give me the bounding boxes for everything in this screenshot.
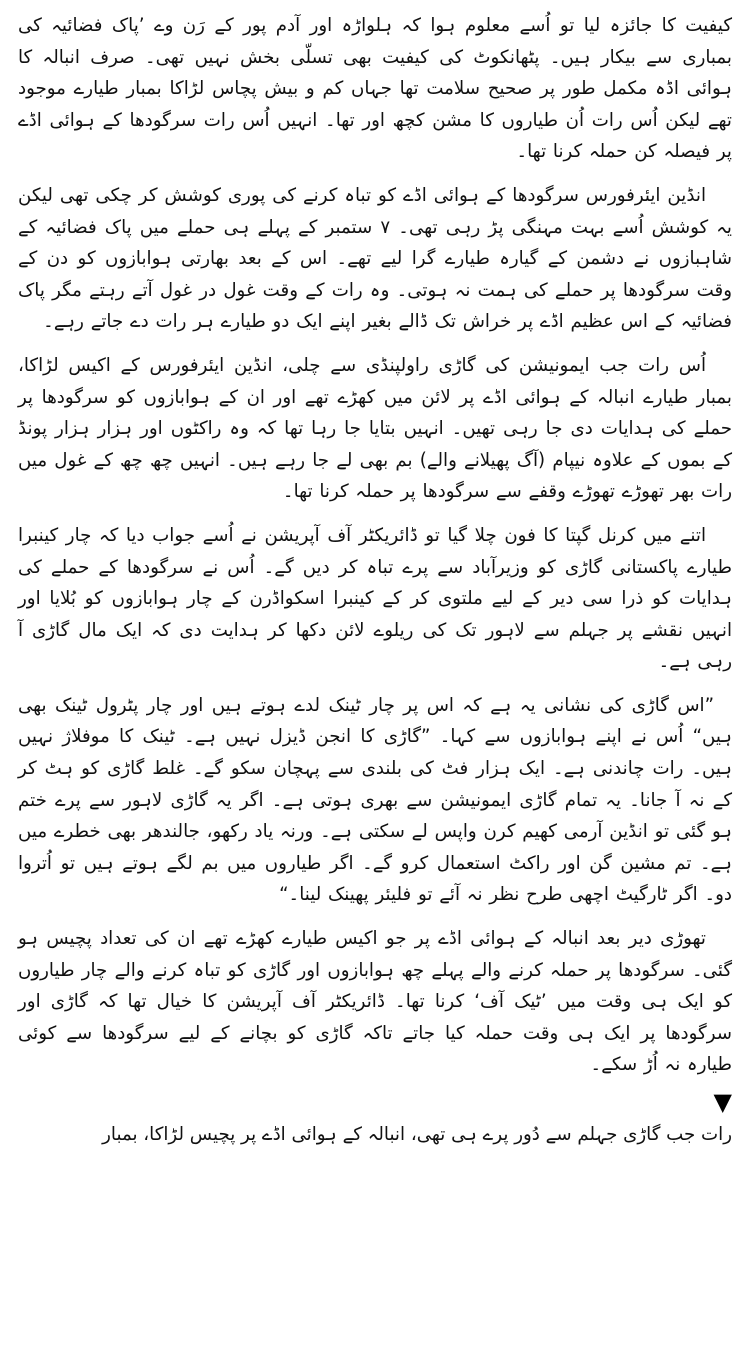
paragraph-1: کیفیت کا جائزہ لیا تو اُسے معلوم ہوا کہ ہلواڑہ اور آدم پور کے رَن وے ’پاک فضائیہ کی بمباری سے بیکار ہیں۔ پٹھانکوٹ کی کیفیت بھی تسلّی بخش نہیں تھی۔ صرف انبالہ کا ہوائی اڈہ مکمل طور پر صحیح سلامت تھا جہاں کم و بیش پچاس لڑاکا بمبار طیارے موجود تھے لیکن اُس رات اُن طیاروں کا مشن کچھ اور تھا۔ انہیں اُس رات سرگودھا کے ہوائی اڈے پر فیصلہ کن حملہ کرنا تھا۔ xyxy=(18,15,732,163)
paragraph-gap xyxy=(18,338,732,350)
paragraph-4: اتنے میں کرنل گپتا کا فون چلا گیا تو ڈائریکٹر آف آپریشن نے اُسے جواب دیا کہ چار کینبرا طیارے پاکستانی گاڑی کو وزیرآباد سے پرے تباہ کر دیں گے۔ اُس نے سرگودھا کے حملے کی ہدایات کو ذرا سی دیر کے لیے ملتوی کر کے کینبرا اسکواڈرن کے چار ہوابازوں کو بُلایا اور انہیں نقشے پر جہلم سے لاہور تک کی ریلوے لائن دکھا کر ہدایت دی کہ ایک مال گاڑی آ رہی ہے۔ xyxy=(18,524,732,673)
book-page xyxy=(18,10,732,1339)
paragraph-3: اُس رات جب ایمونیشن کی گاڑی راولپنڈی سے چلی، انڈین ایئرفورس کے اکیس لڑاکا، بمبار طیارے انبالہ کے ہوائی اڈے پر لائن میں کھڑے تھے اور ان کے ہوابازوں کو سرگودھا پر حملے کی ہدایات دی جا رہی تھیں۔ انہیں بتایا جا رہا تھا کہ وہ راکٹوں اور ہزار ہزار پونڈ کے بموں کے علاوہ نیپام (آگ پھیلانے والے) بم بھی لے جا رہے ہیں۔ انہیں چھ چھ کے غول میں رات بھر تھوڑے تھوڑے وقفے سے سرگودھا پر حملہ کرنا تھا۔ xyxy=(18,354,732,503)
section-break-marker-icon: ▼ xyxy=(713,1088,732,1116)
paragraph-gap xyxy=(18,168,732,180)
paragraph-2: انڈین ایئرفورس سرگودھا کے ہوائی اڈے کو تباہ کرنے کی پوری کوشش کر چکی تھی لیکن یہ کوشش اُسے بہت مہنگی پڑ رہی تھی۔ ۷ ستمبر کے پہلے ہی حملے میں پاک فضائیہ کے شاہبازوں نے دشمن کے گیارہ طیارے گرا لیے تھے۔ اس کے بعد بھارتی ہوابازوں کو دن کے وقت سرگودھا پر حملے کی ہمت نہ ہوتی۔ وہ رات کے وقت غول در غول آتے رہتے مگر پاک فضائیہ کے اس عظیم اڈے پر خراش تک ڈالے بغیر اپنے ایک دو طیارے ہر رات دے جاتے رہے۔ xyxy=(18,184,732,333)
paragraph-gap xyxy=(18,508,732,520)
final-line: رات جب گاڑی جہلم سے دُور پرے ہی تھی، انبالہ کے ہوائی اڈے پر پچیس لڑاکا، بمبار xyxy=(102,1124,732,1145)
paragraph-5-dialogue: ”اس گاڑی کی نشانی یہ ہے کہ اس پر چار ٹینک لدے ہوتے ہیں اور چار پٹرول ٹینک بھی ہیں“ اُس نے اپنے ہوابازوں سے کہا۔ ”گاڑی کا انجن ڈیزل نہیں ہے۔ ٹینک کا موفلاژ نہیں ہیں۔ رات چاندنی ہے۔ ایک ہزار فٹ کی بلندی سے پہچان سکو گے۔ غلط گاڑی کو ہٹ کر کے نہ آ جانا۔ یہ تمام گاڑی ایمونیشن سے بھری ہوتی ہے۔ اگر یہ گاڑی لاہور سے پرے ختم ہو گئی تو انڈین آرمی کھیم کرن واپس لے سکتی ہے۔ ورنہ یاد رکھو، جالندھر بھی خطرے میں ہے۔ تم مشین گن اور راکٹ استعمال کرو گے۔ اگر طیاروں میں بم لگے ہوتے ہیں تو اُتروا دو۔ اگر ٹارگیٹ اچھی طرح نظر نہ آئے تو فلیئر پھینک لینا۔“ xyxy=(18,694,732,906)
paragraph-6: تھوڑی دیر بعد انبالہ کے ہوائی اڈے پر جو اکیس طیارے کھڑے تھے ان کی تعداد پچیس ہو گئی۔ سرگودھا پر حملہ کرنے والے پہلے چھ ہوابازوں اور گاڑی کو تباہ کرنے والے چار طیاروں کو ایک ہی وقت میں ’ٹیک آف‘ کرنا تھا۔ ڈائریکٹر آف آپریشن کا خیال تھا کہ گاڑی اور سرگودھا پر ایک ہی وقت حملہ کیا جاتے تاکہ گاڑی کو بچانے کے لیے سرگودھا سے کوئی طیارہ نہ اُڑ سکے۔ xyxy=(18,928,732,1076)
section-break xyxy=(18,1089,732,1115)
paragraph-gap xyxy=(18,678,732,690)
paragraph-gap xyxy=(18,911,732,923)
